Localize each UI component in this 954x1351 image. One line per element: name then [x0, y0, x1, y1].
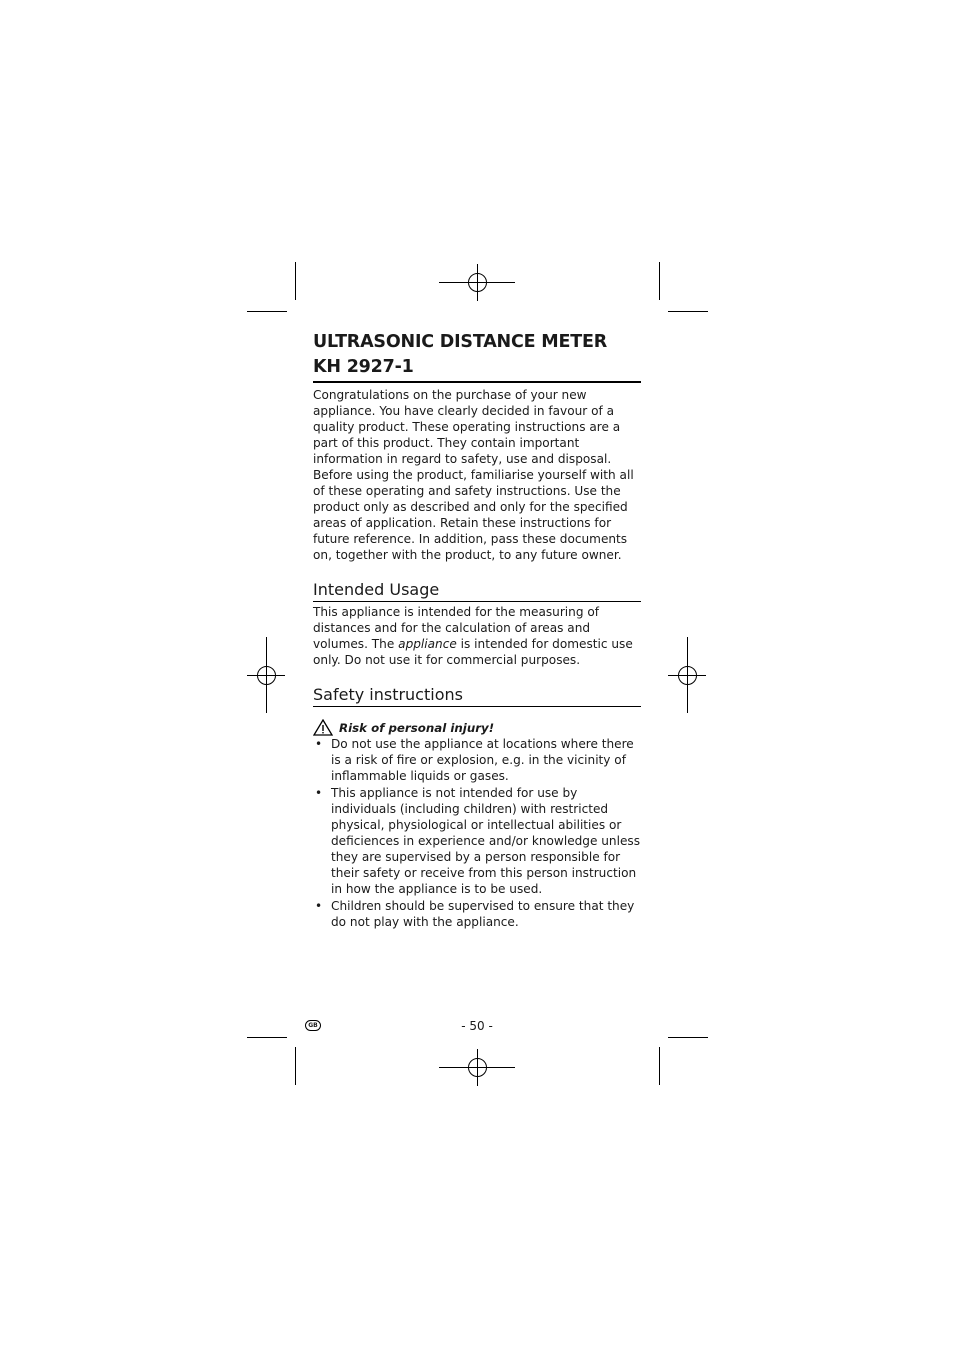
registration-circle: [468, 273, 487, 292]
intro-paragraph: Congratulations on the purchase of your new appliance. You have clearly decided in favour of a quality product. These operating instructions are a part of this product. They contain important information in regard to safety, use and disposal. Before using the product, familiarise yourself with all of these operating and safety instructions. Use the product only as described and only for the specified areas of application. Retain these instructions for future reference. In addition, pass these documents on, together with the product, to any future owner.: [313, 388, 634, 562]
crop-mark: [247, 311, 287, 312]
title-line-2: KH 2927-1: [313, 357, 414, 377]
crop-mark: [659, 1047, 660, 1085]
crop-mark: [295, 1047, 296, 1085]
bullet-dot: •: [315, 737, 323, 751]
intended-usage-heading: Intended Usage: [313, 580, 641, 602]
registration-circle: [468, 1058, 487, 1077]
bullet-text: Do not use the appliance at locations where there is a risk of fire or explosion, e.g. in the vicinity of inflammable liquids or gases.: [331, 737, 634, 783]
crop-mark: [668, 1037, 708, 1038]
warning-row: [313, 719, 641, 736]
page-title: [313, 330, 641, 383]
bullet-text: Children should be supervised to ensure that they do not play with the appliance.: [331, 899, 635, 929]
bullet-dot: •: [315, 899, 323, 913]
title-line-1: ULTRASONIC DISTANCE METER: [313, 332, 608, 352]
intended-usage-text-1: This appliance is intended for the measuring of distances and for the calculation of areas and volumes. The: [313, 605, 600, 651]
crop-mark: [247, 1037, 287, 1038]
intended-usage-text-2: is intended for domestic use only. Do not use it for commercial purposes.: [313, 637, 633, 667]
page-content: [313, 330, 641, 931]
warning-triangle-icon: [313, 719, 333, 736]
list-item: [313, 785, 641, 897]
country-badge: GB: [305, 1020, 321, 1031]
list-item: [313, 736, 641, 784]
safety-heading: Safety instructions: [313, 685, 641, 707]
warning-label: Risk of personal injury!: [339, 720, 495, 735]
crop-mark: [295, 262, 296, 300]
registration-circle: [678, 666, 697, 685]
bullet-dot: •: [315, 786, 323, 800]
crop-mark: [659, 262, 660, 300]
registration-circle: [257, 666, 276, 685]
safety-bullet-list: [313, 736, 641, 930]
list-item: [313, 898, 641, 930]
intended-usage-paragraph: [313, 604, 641, 668]
intended-usage-italic: appliance: [398, 637, 457, 651]
bullet-text: This appliance is not intended for use by individuals (including children) with restricted physical, physiological or intellectual abilities or deficiences in experience and/or knowledge unless they are supervised by a person responsible for their safety or receive from this person instruction in how the appliance is to be used.: [331, 786, 640, 896]
page-number: - 50 -: [461, 1019, 493, 1033]
crop-mark: [668, 311, 708, 312]
